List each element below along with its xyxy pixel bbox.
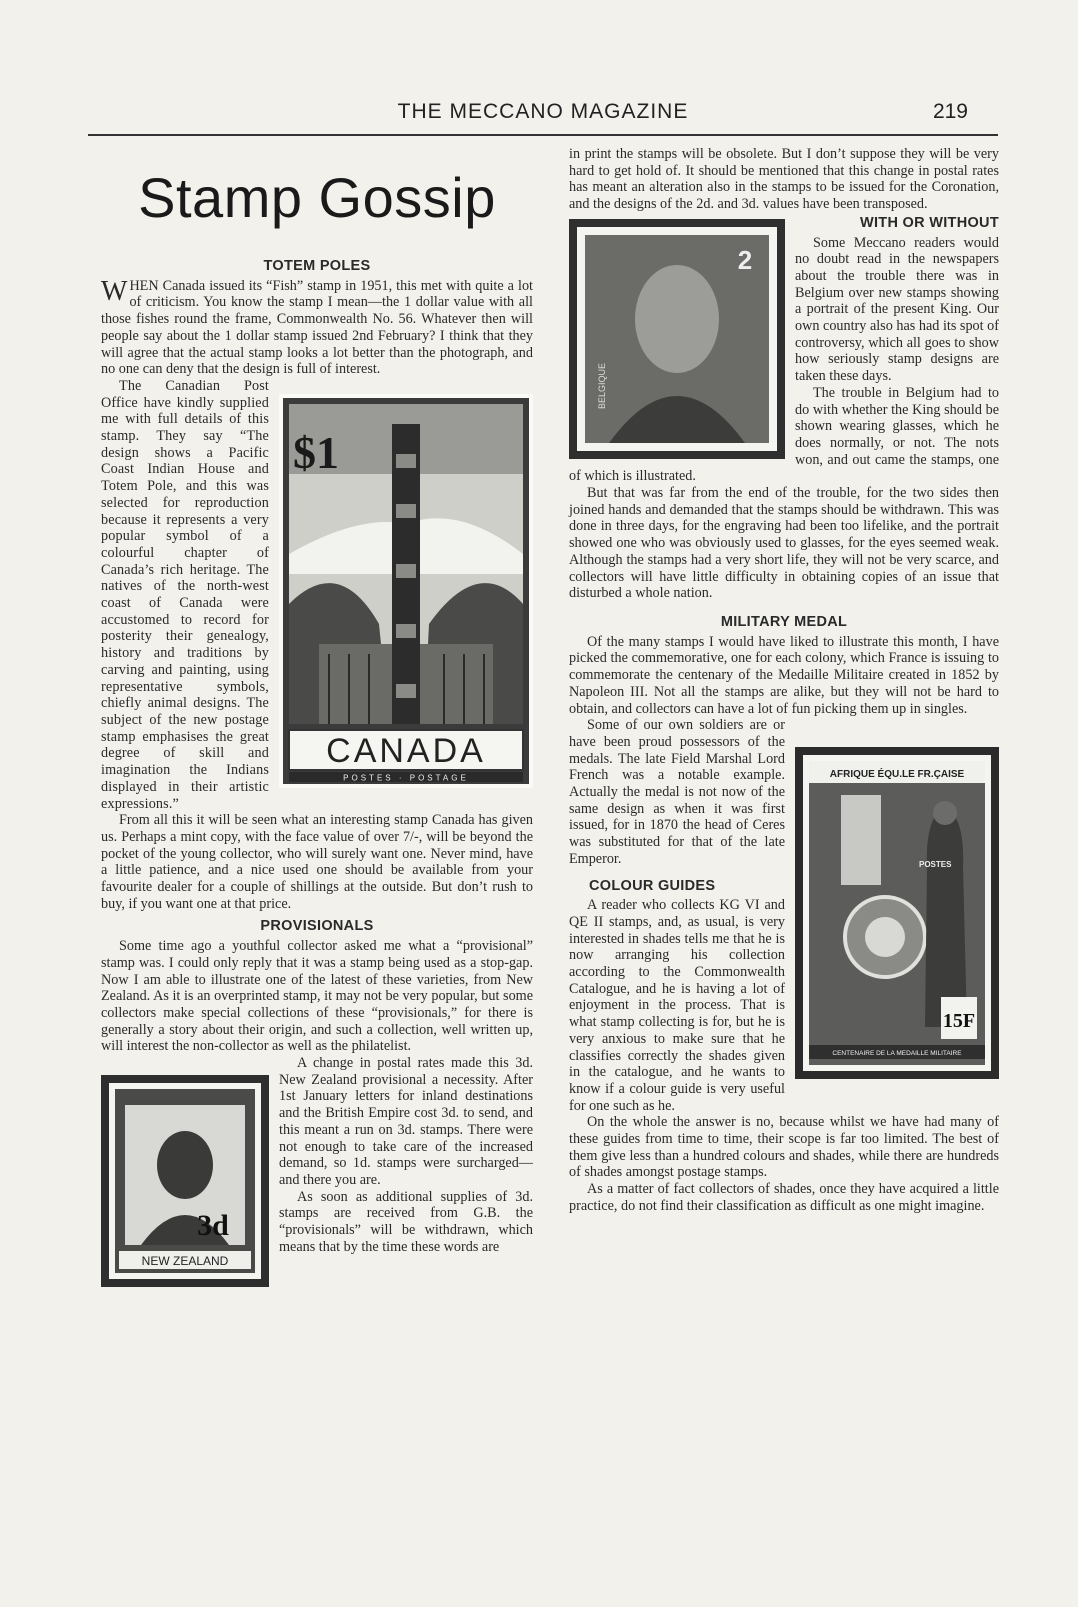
paragraph: The trouble in Belgium had to do with whether the King should be shown wearing glasses, which he does normally, or not. The nots won, and out came the stamps, one of which is illustrated.	[569, 384, 999, 485]
stamp-country-text: AFRIQUE ÉQU.LE FR.ÇAISE	[829, 769, 965, 781]
paragraph: But that was far from the end of the trouble, for the two sides then joined hands and demanded that the stamps should be withdrawn. This was done in three days, for the engraving had been too lifelike, and the portrait showed one who was obviously used to glasses, for the eyes seemed weak. Although the stamps had a very short life, they will not be very scarce, and collectors will have little difficulty in obtaining copies of an issue that disturbed a whole nation.	[569, 485, 999, 602]
drop-cap: W	[101, 275, 128, 307]
heading-totem-poles: TOTEM POLES	[263, 258, 371, 274]
paragraph: The Canadian Post Office have kindly supplied me with full details of this stamp. They say “The design shows a Pacific Coast Indian House and Totem Pole, and this was selected for reproduction because it represents a very popular symbol of a colourful chapter of Canada’s rich heritage. The natives of the north-west coast of Canada were accustomed to record for posterity their genealogy, history and traditions by carving and painting, using representative symbols, chiefly animal designs. The subject of the new postage stamp emphasises the great degree of skill and imagination the Indians displayed in their artistic expressions.”	[101, 377, 269, 812]
right-column	[569, 146, 999, 1215]
stamp-country-text: BELGIQUE	[597, 362, 607, 409]
stamp-value-text: 2	[737, 244, 753, 275]
paragraph: Some of our own soldiers are or have been proud possessors of the medals. The late Field Marshal Lord French was a notable example. Actually the medal is not now of the same design as when it was first issued, for in 1870 the head of Ceres was substituted for that of the late Emperor.	[569, 717, 785, 867]
canada-stamp-image	[279, 394, 533, 788]
stamp-country-text: NEW ZEALAND	[141, 1254, 229, 1269]
stamp-caption-text: CENTENAIRE DE LA MEDAILLE MILITAIRE	[832, 1050, 962, 1058]
paragraph: Of the many stamps I would have liked to illustrate this month, I have picked the commemorative, one for each colony, which France is issuing to commemorate the centenary of the Medaille Militaire created in 1852 by Napoleon III. Not all the stamps are alike, but they will not be hard to obtain, and collectors can have a lot of fun picking them up in singles.	[569, 633, 999, 717]
heading-provisionals: PROVISIONALS	[260, 918, 374, 935]
heading-with-or-without: WITH OR WITHOUT	[859, 214, 999, 231]
medal-stamp-image	[795, 747, 999, 1079]
paragraph: On the whole the answer is no, because whilst we have had many of these guides from time to time, their scope is far too limited. The best of them give less than a hundred colours and shades, while there are hundreds of shades amongst postage stamps.	[569, 1114, 999, 1181]
belgium-stamp-image	[569, 219, 785, 459]
paragraph: in print the stamps will be obsolete. But I don’t suppose they will be very hard to get hold of. It should be mentioned that this change in postal rates has meant an alteration also in the stamps to be issued for the Coronation, and the designs of the 2d. and 3d. values have been transposed.	[569, 146, 999, 213]
paragraph: A change in postal rates made this 3d. New Zealand provisional a necessity. After 1st January letters for inland destinations and the British Empire cost 3d. to send, and this meant a run on 3d. stamps. There were not enough to take care of the increased demand, so 1d. stamps were surcharged—and there you are.	[279, 1055, 533, 1188]
overprint-text: 3d	[197, 1209, 229, 1243]
page-number: 219	[932, 100, 968, 123]
paragraph: Some Meccano readers would no doubt read in the newspapers about the trouble there was in Belgium over new stamps showing a portrait of the present King. Our own country also has had its spot of controversy, which all goes to show how seriously stamp designs are taken these days.	[795, 234, 999, 385]
left-column	[101, 146, 533, 1289]
stamp-country-text: CANADA	[326, 731, 486, 770]
stamp-postes-text: POSTES	[919, 860, 952, 870]
paragraph: As a matter of fact collectors of shades, once they have acquired a little practice, do not find their classification as difficult as one might imagine.	[569, 1181, 999, 1214]
heading-military-medal: MILITARY MEDAL	[720, 613, 848, 630]
magazine-title: THE MECCANO MAGAZINE	[397, 100, 689, 123]
paragraph: WHEN Canada issued its “Fish” stamp in 1951, this met with quite a lot of criticism. You know the stamp I mean—the 1 dollar value with all those fishes round the frame, Commonwealth No. 56. Whatever then will people say about the 1 dollar stamp issued 2nd February? I think that they will agree that the actual stamp looks a lot better than the photograph, and no one can deny that the design is full of interest.	[101, 275, 533, 378]
page-header	[88, 98, 998, 136]
stamp-value-text: 15F	[942, 1010, 976, 1033]
article-title: Stamp Gossip	[138, 166, 496, 229]
paragraph: Some time ago a youthful collector asked me what a “provisional” stamp was. I could only reply that it was a stamp being used as a stop-gap. Now I am able to illustrate one of the latest of these varieties, from New Zealand. As it is an overprinted stamp, it may not be very popular, but some collectors make special collections of these “provisionals,” for there is generally a story about their origin, and such a collection, well written up, will interest the non-collector as well as the philatelist.	[101, 938, 533, 1055]
stamp-value-text: $1	[293, 426, 339, 478]
stamp-legend-text: POSTES · POSTAGE	[343, 773, 469, 783]
paragraph: From all this it will be seen what an interesting stamp Canada has given us. Perhaps a mint copy, with the face value of over 7/-, will be beyond the pocket of the young collector, who will surely want one. Never mind, have a little patience, and a nice used one should be available from your favourite dealer for a couple of shillings at the outside. But don’t rush to buy, if you want one at that price.	[101, 812, 533, 912]
paragraph: As soon as additional supplies of 3d. stamps are received from G.B. the “provisionals” will be withdrawn, which means that by the time these words are	[279, 1188, 533, 1255]
paragraph: A reader who collects KG VI and QE II stamps, and, as usual, is very interested in shades tells me that he is now arranging his collection according to the Commonwealth Catalogue, and he is having a lot of enjoyment in the process. That is what stamp collecting is for, but he is very anxious to make sure that he classifies correctly the shades given in the catalogue, and he wants to know if a colour guide is very useful for one such as he.	[569, 897, 785, 1114]
new-zealand-stamp-image	[101, 1075, 269, 1287]
heading-colour-guides: COLOUR GUIDES	[589, 877, 716, 894]
